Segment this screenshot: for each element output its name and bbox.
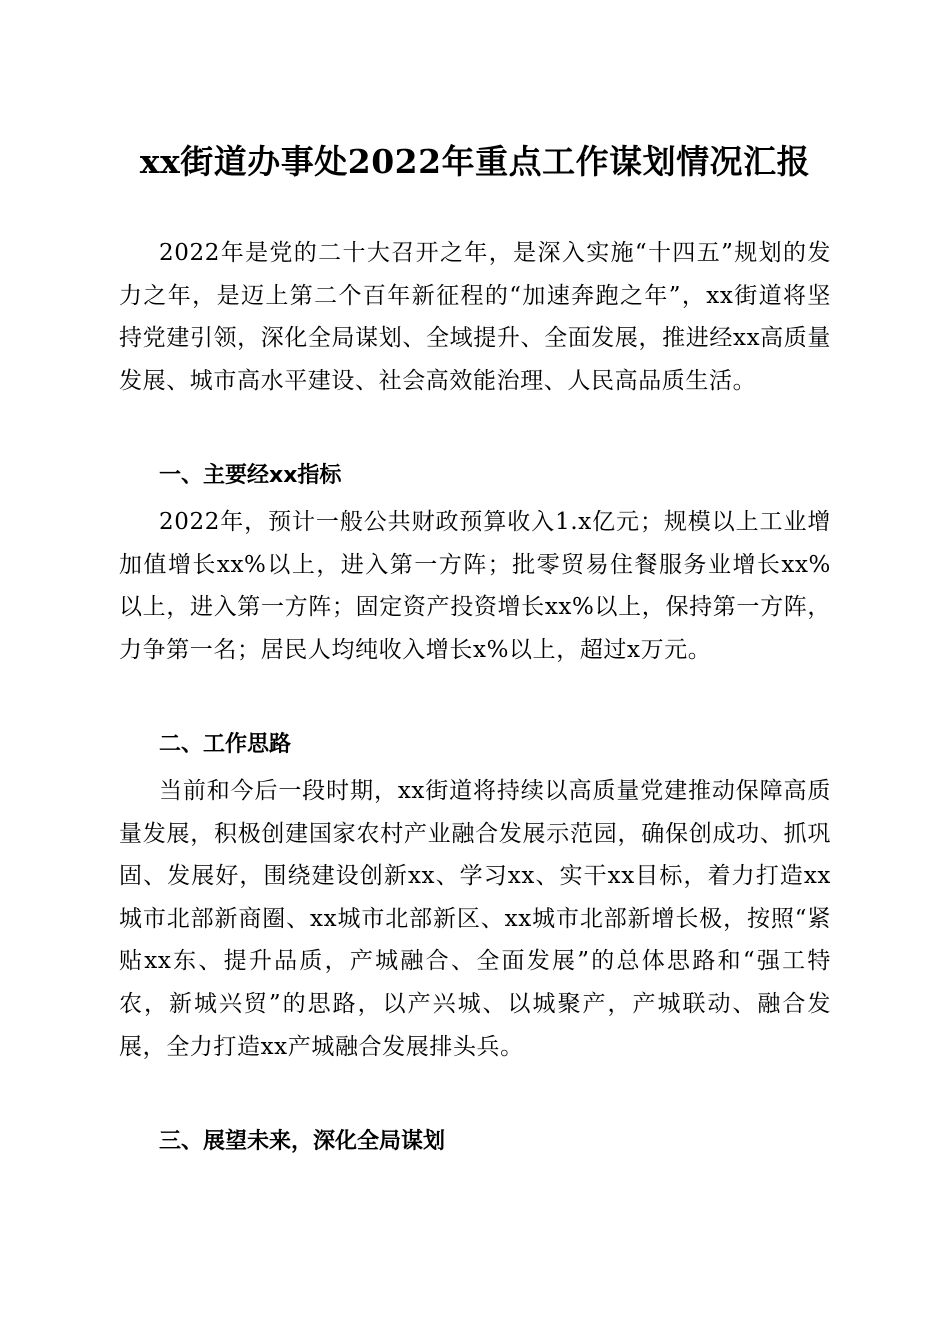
section-heading-indicators: 一、主要经xx指标 (159, 463, 342, 488)
section-heading-approach: 二、工作思路 (159, 732, 292, 757)
section-heading-outlook: 三、展望未来，深化全局谋划 (159, 1129, 446, 1154)
approach-paragraph: 当前和今后一段时期，xx街道将持续以高质量党建推动保障高质量发展，积极创建国家农村产业融合发展示范园，确保创成功、抓巩固、发展好，围绕建设创新xx、学习xx、实干xx目标，着力打造xx城市北部新商圈、xx城市北部新区、xx城市北部新增长极，按照“紧贴xx东、提升品质，产城融合、全面发展”的总体思路和“强工特农，新城兴贸”的思路，以产兴城、以城聚产，产城联动、融合发展，全力打造xx产城融合发展排头兵。 (119, 778, 831, 1060)
intro-paragraph: 2022年是党的二十大召开之年，是深入实施“十四五”规划的发力之年，是迈上第二个百年新征程的“加速奔跑之年”，xx街道将坚持党建引领，深化全局谋划、全域提升、全面发展，推进经xx高质量发展、城市高水平建设、社会高效能治理、人民高品质生活。 (119, 240, 831, 394)
indicators-paragraph: 2022年，预计一般公共财政预算收入1.x亿元；规模以上工业增加值增长xx%以上，进入第一方阵；批零贸易住餐服务业增长xx%以上，进入第一方阵；固定资产投资增长xx%以上，保持第一方阵，力争第一名；居民人均纯收入增长x%以上，超过x万元。 (119, 509, 831, 663)
document-title: xx街道办事处2022年重点工作谋划情况汇报 (139, 142, 811, 181)
